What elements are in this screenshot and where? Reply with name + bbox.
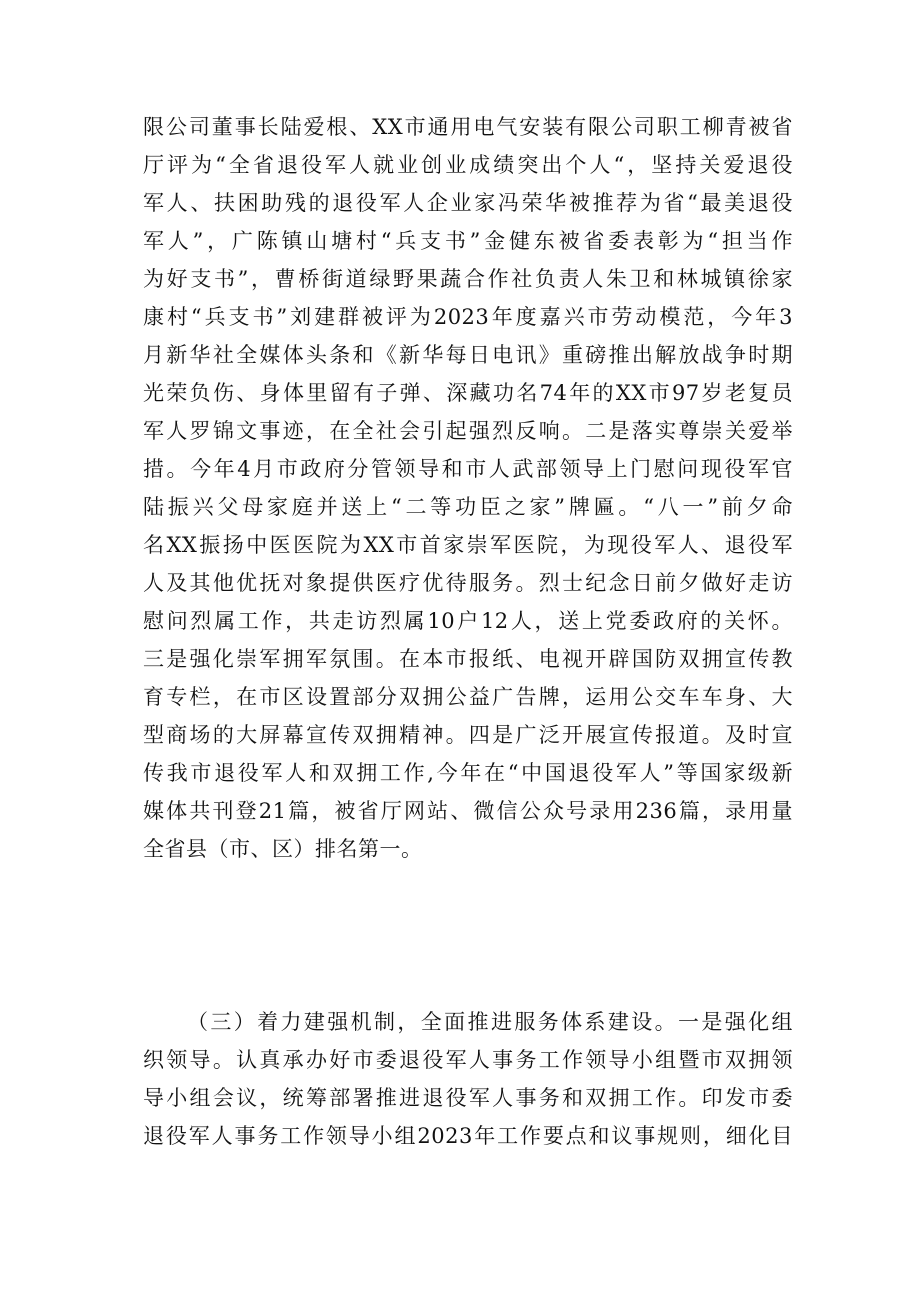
text-line: 军人、扶困助残的退役军人企业家冯荣华被推荐为省“最美退役	[143, 191, 793, 215]
text-line: 三是强化崇军拥军氛围。在本市报纸、电视开辟国防双拥宣传教	[143, 647, 793, 671]
text-line: 月新华社全媒体头条和《新华每日电讯》重磅推出解放战争时期	[143, 343, 793, 367]
text-line: 措。今年4月市政府分管领导和市人武部领导上门慰问现役军官	[143, 457, 793, 481]
text-line: 厅评为“全省退役军人就业创业成绩突出个人“，坚持关爱退役	[143, 153, 793, 177]
text-line: 军人”，广陈镇山塘村“兵支书”金健东被省委表彰为“担当作	[143, 229, 793, 253]
text-line: 织领导。认真承办好市委退役军人事务工作领导小组暨市双拥领	[143, 1048, 793, 1072]
paragraph-2	[143, 1003, 793, 1155]
text-line: 限公司董事长陆爱根、XX市通用电气安装有限公司职工柳青被省	[143, 115, 793, 139]
text-line: 育专栏，在市区设置部分双拥公益广告牌，运用公交车车身、大	[143, 685, 793, 709]
text-line: 陆振兴父母家庭并送上“二等功臣之家”牌匾。“八一”前夕命	[143, 495, 793, 519]
text-line: 全省县（市、区）排名第一。	[143, 837, 423, 861]
text-line: 人及其他优抚对象提供医疗优待服务。烈士纪念日前夕做好走访	[143, 571, 793, 595]
text-line: 康村“兵支书”刘建群被评为2023年度嘉兴市劳动模范，今年3	[143, 305, 793, 329]
text-line: 光荣负伤、身体里留有子弹、深藏功名74年的XX市97岁老复员	[143, 381, 793, 405]
paragraph-1	[143, 108, 793, 868]
text-line: 导小组会议，统筹部署推进退役军人事务和双拥工作。印发市委	[143, 1086, 793, 1110]
text-line: 名XX振扬中医医院为XX市首家崇军医院，为现役军人、退役军	[143, 533, 793, 557]
text-line: 型商场的大屏幕宣传双拥精神。四是广泛开展宣传报道。及时宣	[143, 723, 793, 747]
text-line: 军人罗锦文事迹，在全社会引起强烈反响。二是落实尊崇关爱举	[143, 419, 793, 443]
text-line: 媒体共刊登21篇，被省厅网站、微信公众号录用236篇，录用量	[143, 799, 793, 823]
text-line: （三）着力建强机制，全面推进服务体系建设。一是强化组	[187, 1010, 793, 1034]
text-line: 慰问烈属工作，共走访烈属10户12人，送上党委政府的关怀。	[143, 609, 793, 633]
text-line: 为好支书”，曹桥街道绿野果蔬合作社负责人朱卫和林城镇徐家	[143, 267, 793, 291]
text-line: 退役军人事务工作领导小组2023年工作要点和议事规则，细化目	[143, 1124, 793, 1148]
text-line: 传我市退役军人和双拥工作,今年在“中国退役军人”等国家级新	[143, 761, 793, 785]
